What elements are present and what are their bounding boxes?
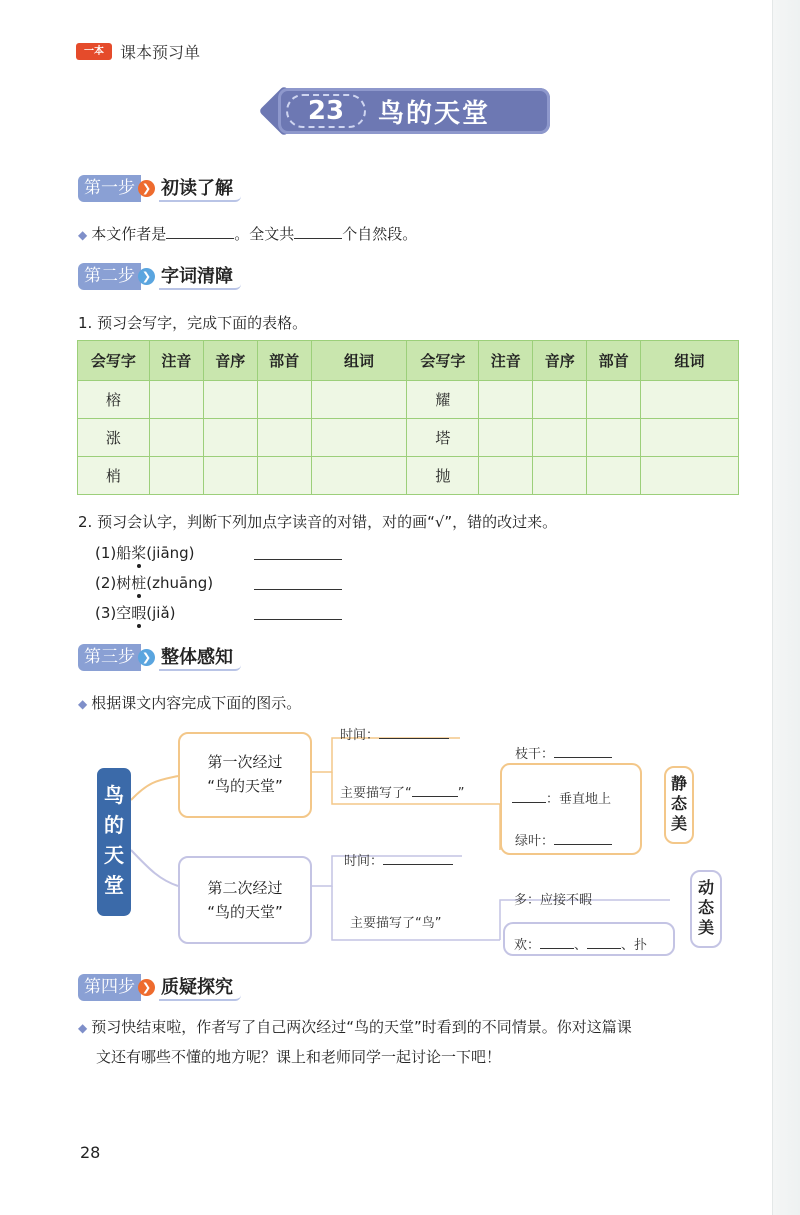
- first-visit-line1: 第一次经过: [207, 753, 283, 771]
- leaf-row: [515, 830, 612, 849]
- page-number: 28: [80, 1143, 101, 1162]
- joy-blank[interactable]: [540, 939, 574, 949]
- table-cell-blank[interactable]: [149, 381, 203, 419]
- step2-question2: 2. 预习会认字，判断下列加点字读音的对错，对的画“√”，错的改过来。: [78, 513, 558, 531]
- step1-heading: [78, 175, 241, 202]
- pinyin-item-prefix: (1)船: [95, 544, 132, 562]
- table-cell-blank[interactable]: [203, 457, 257, 495]
- first-main-row: [340, 782, 465, 801]
- main-write-close: ”: [457, 786, 465, 801]
- table-header: 会写字: [407, 341, 479, 381]
- step1-name: 初读了解: [159, 175, 241, 202]
- writing-characters-table: [77, 340, 739, 495]
- table-header: 部首: [257, 341, 311, 381]
- diamond-bullet-icon: ◆: [78, 697, 88, 711]
- pinyin-text: (jiāng): [146, 544, 195, 562]
- step3-instruction-text: 根据课文内容完成下面的图示。: [91, 694, 302, 712]
- leaf-label: 绿叶：: [515, 834, 555, 849]
- diagram-root-text: 鸟的天堂: [104, 783, 124, 897]
- step2-name: 字词清障: [159, 263, 241, 290]
- joy-label: 欢：: [514, 938, 541, 953]
- table-cell-blank[interactable]: [533, 457, 587, 495]
- table-cell-blank[interactable]: [479, 457, 533, 495]
- step3-label: 第三步: [78, 644, 141, 671]
- table-row: [78, 381, 739, 419]
- static-beauty-text: 静态美: [671, 774, 688, 833]
- table-header: 注音: [479, 341, 533, 381]
- step4-name: 质疑探究: [159, 974, 241, 1001]
- step4-label: 第四步: [78, 974, 141, 1001]
- time-label: 时间：: [344, 854, 384, 869]
- step4-heading: [78, 974, 241, 1001]
- trunk-blank[interactable]: [554, 748, 612, 758]
- step4-text-line2: 文还有哪些不懂的地方呢？课上和老师同学一起讨论一下吧！: [96, 1048, 502, 1066]
- table-cell-blank[interactable]: [257, 381, 311, 419]
- main-write-text: 主要描写了“: [340, 786, 412, 801]
- diagram-root: [97, 768, 131, 916]
- lesson-title-banner: [266, 88, 550, 134]
- step1-text-b: 。全文共: [234, 225, 295, 243]
- table-cell-blank[interactable]: [587, 381, 641, 419]
- many-row: 多：应接不暇: [514, 893, 593, 908]
- table-header: 注音: [149, 341, 203, 381]
- first-visit-box: [178, 732, 312, 818]
- trunk-label: 枝干：: [515, 747, 555, 762]
- table-row: [78, 419, 739, 457]
- table-cell-blank[interactable]: [641, 381, 739, 419]
- step2-question1: 1. 预习会写字，完成下面的表格。: [78, 314, 308, 332]
- joy-row: [514, 934, 647, 953]
- dotted-character: 暇: [131, 604, 147, 622]
- step3-name: 整体感知: [159, 644, 241, 671]
- table-cell-blank[interactable]: [311, 419, 407, 457]
- table-cell-blank[interactable]: [149, 457, 203, 495]
- second-visit-line1: 第二次经过: [207, 879, 283, 897]
- table-cell-blank[interactable]: [641, 419, 739, 457]
- pinyin-item: [95, 602, 176, 623]
- first-time-row: [340, 724, 449, 743]
- first-visit-line2: “鸟的天堂”: [207, 777, 283, 795]
- arrow-right-icon: ❯: [138, 180, 155, 197]
- step2-label: 第二步: [78, 263, 141, 290]
- root-row: [512, 788, 611, 807]
- dynamic-beauty-box: [690, 870, 722, 948]
- time-label: 时间：: [340, 728, 380, 743]
- table-cell-blank[interactable]: [587, 419, 641, 457]
- table-cell-blank[interactable]: [257, 419, 311, 457]
- main-write-blank[interactable]: [412, 787, 458, 797]
- dotted-character: 桩: [131, 574, 147, 592]
- table-header: 组词: [311, 341, 407, 381]
- step4-text-line1: [78, 1016, 632, 1037]
- table-cell-blank[interactable]: [587, 457, 641, 495]
- time-blank[interactable]: [379, 729, 449, 739]
- table-cell-blank[interactable]: [533, 419, 587, 457]
- joy-end: 、扑: [621, 938, 648, 953]
- step1-text-a: 本文作者是: [91, 225, 167, 243]
- table-cell-char: 耀: [407, 381, 479, 419]
- trunk-row: [515, 743, 612, 762]
- table-cell-char: 涨: [78, 419, 150, 457]
- pinyin-item: [95, 542, 195, 563]
- static-beauty-box: [664, 766, 694, 844]
- step4-text1: 预习快结束啦，作者写了自己两次经过“鸟的天堂”时看到的不同情景。你对这篇课: [91, 1018, 632, 1036]
- table-cell-blank[interactable]: [641, 457, 739, 495]
- step2-heading: [78, 263, 241, 290]
- author-blank[interactable]: [166, 225, 234, 239]
- step1-label: 第一步: [78, 175, 141, 202]
- joy-blank[interactable]: [587, 939, 621, 949]
- step1-question: [78, 223, 417, 244]
- step3-heading: [78, 644, 241, 671]
- table-cell-blank[interactable]: [533, 381, 587, 419]
- table-cell-char: 榕: [78, 381, 150, 419]
- second-main-row: 主要描写了“鸟”: [350, 916, 442, 931]
- page-edge: [772, 0, 800, 1215]
- pinyin-item-prefix: (3)空: [95, 604, 132, 622]
- table-cell-blank[interactable]: [203, 381, 257, 419]
- dynamic-beauty-text: 动态美: [698, 878, 715, 937]
- lesson-number: 23: [286, 94, 366, 128]
- table-cell-blank[interactable]: [479, 381, 533, 419]
- pinyin-answer-blank[interactable]: [254, 576, 342, 590]
- table-header: 音序: [203, 341, 257, 381]
- paragraph-count-blank[interactable]: [294, 225, 342, 239]
- pinyin-text: (zhuāng): [146, 574, 214, 592]
- table-cell-blank[interactable]: [479, 419, 533, 457]
- pinyin-answer-blank[interactable]: [254, 606, 342, 620]
- table-cell-char: 梢: [78, 457, 150, 495]
- root-label: ：垂直地上: [546, 792, 612, 807]
- header-badge: 一本: [76, 43, 112, 60]
- pinyin-item-prefix: (2)树: [95, 574, 132, 592]
- table-header: 部首: [587, 341, 641, 381]
- table-cell-blank[interactable]: [203, 419, 257, 457]
- arrow-right-icon: ❯: [138, 268, 155, 285]
- table-header-row: [78, 341, 739, 381]
- table-row: [78, 457, 739, 495]
- table-cell-char: 抛: [407, 457, 479, 495]
- table-cell-char: 塔: [407, 419, 479, 457]
- time-blank[interactable]: [383, 855, 453, 865]
- second-visit-line2: “鸟的天堂”: [207, 903, 283, 921]
- table-cell-blank[interactable]: [311, 381, 407, 419]
- table-cell-blank[interactable]: [149, 419, 203, 457]
- joy-separator: 、: [574, 938, 588, 953]
- leaf-blank[interactable]: [554, 835, 612, 845]
- pinyin-item: [95, 572, 213, 593]
- second-time-row: [344, 850, 453, 869]
- table-header: 组词: [641, 341, 739, 381]
- diamond-bullet-icon: ◆: [78, 228, 88, 242]
- table-cell-blank[interactable]: [311, 457, 407, 495]
- table-header: 音序: [533, 341, 587, 381]
- step1-text-c: 个自然段。: [342, 225, 418, 243]
- arrow-right-icon: ❯: [138, 979, 155, 996]
- root-blank[interactable]: [512, 793, 546, 803]
- lesson-title: 鸟的天堂: [378, 99, 491, 129]
- pinyin-answer-blank[interactable]: [254, 546, 342, 560]
- pinyin-text: (jiǎ): [146, 604, 176, 622]
- table-cell-blank[interactable]: [257, 457, 311, 495]
- diamond-bullet-icon: ◆: [78, 1021, 88, 1035]
- header-title: 课本预习单: [120, 43, 201, 62]
- arrow-right-icon: ❯: [138, 649, 155, 666]
- dotted-character: 桨: [131, 544, 147, 562]
- second-visit-box: [178, 856, 312, 944]
- table-header: 会写字: [78, 341, 150, 381]
